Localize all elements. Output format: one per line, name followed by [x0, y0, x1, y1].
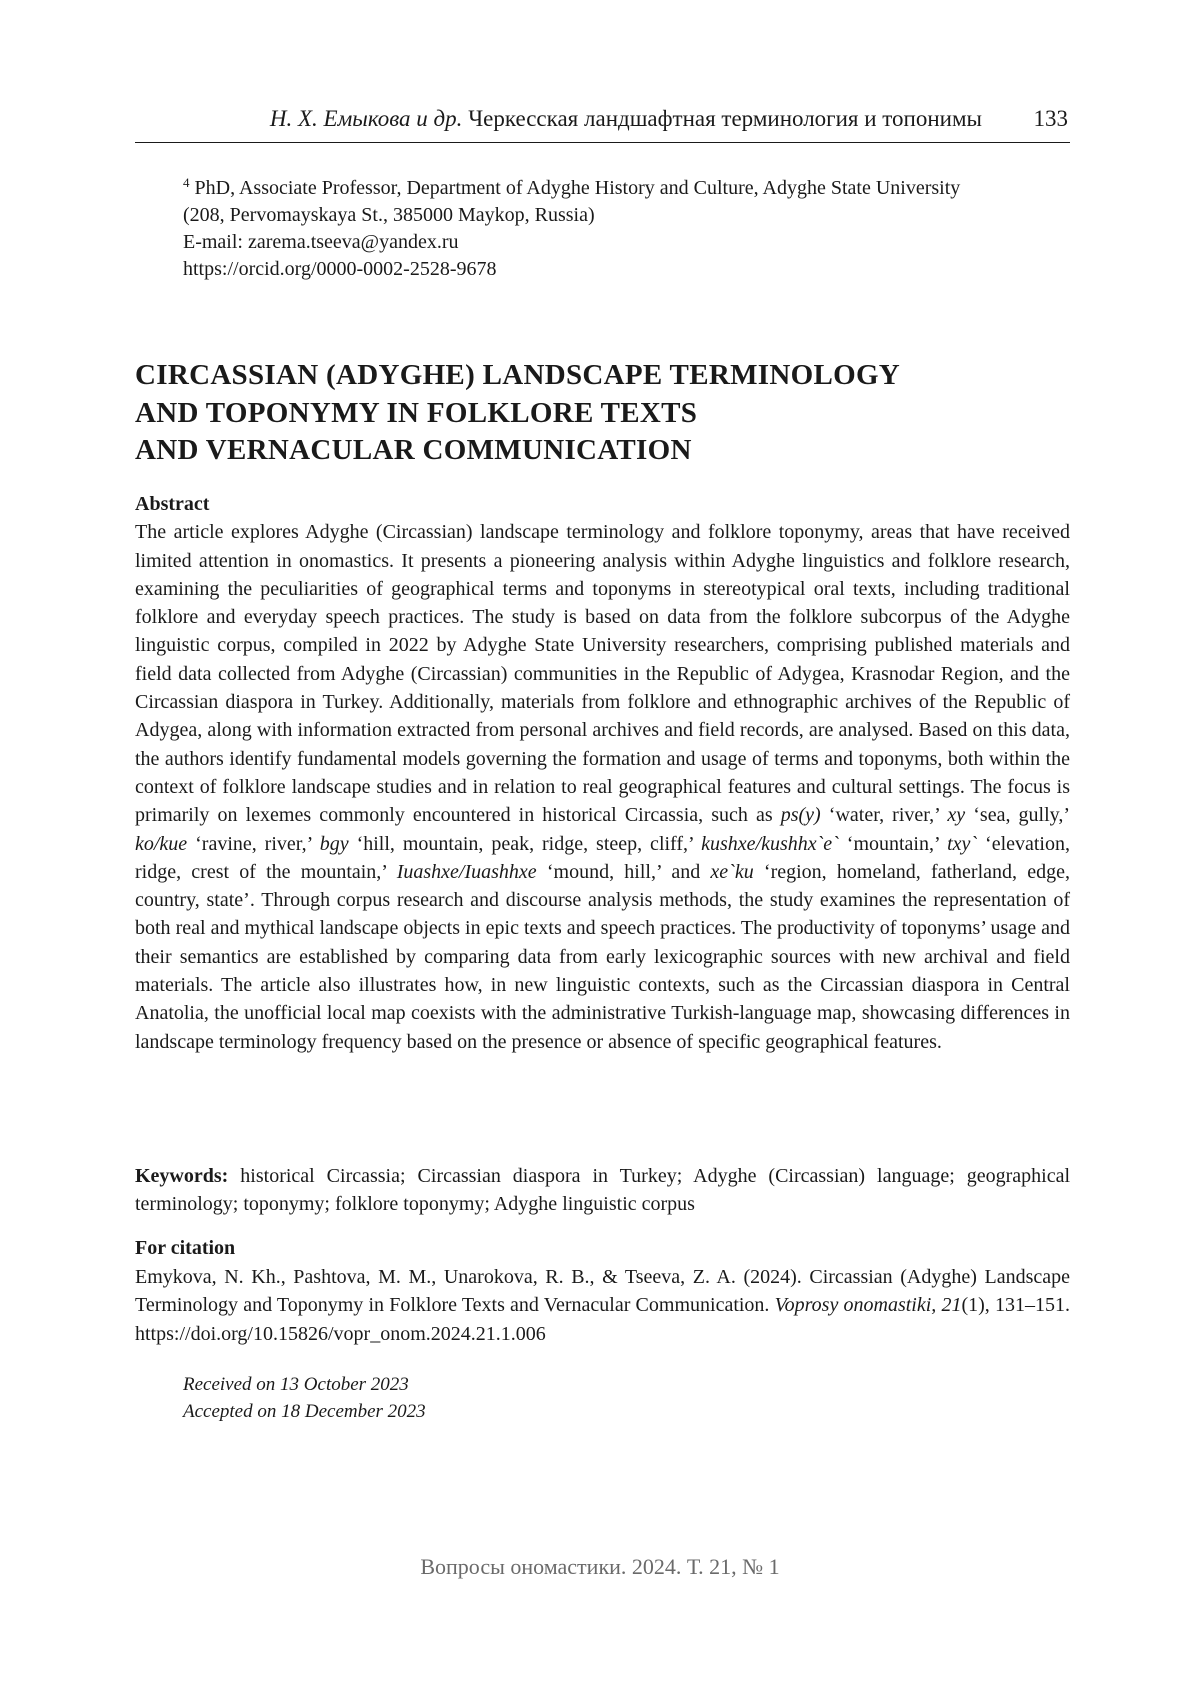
affiliation-email: E-mail: zarema.tseeva@yandex.ru: [183, 229, 1073, 256]
article-title-line-1: CIRCASSIAN (ADYGHE) LANDSCAPE TERMINOLOGY: [135, 357, 1070, 395]
term-xy: xy: [947, 804, 965, 826]
header-authors: Н. Х. Емыкова и др.: [270, 106, 463, 131]
citation-heading: For citation: [135, 1234, 1070, 1263]
running-header: [135, 104, 1070, 143]
keywords-label: Keywords:: [135, 1165, 228, 1187]
footer-journal-info: Вопросы ономастики. 2024. Т. 21, № 1: [0, 1554, 1200, 1580]
article-title-line-3: AND VERNACULAR COMMUNICATION: [135, 432, 1070, 470]
received-date: Received on 13 October 2023: [183, 1371, 426, 1398]
abstract-heading: Abstract: [135, 490, 1070, 518]
term-txy: txy`: [947, 833, 977, 855]
term-iuashxe: Iuashxe/Iuashhxe: [397, 861, 537, 883]
term-bgy: bgy: [320, 833, 349, 855]
abstract-text: The article explores Adyghe (Circassian) landscape terminology and folklore toponymy, areas that have received limited attention in onomastics. It presents a pioneering analysis within Adyghe linguistics and folklore research, examining the peculiarities of geographical terms and toponyms in stereotypical oral texts, including traditional folklore and everyday speech practices. The study is based on data from the folklore subcorpus of the Adyghe linguistic corpus, compiled in 2022 by Adyghe State University researchers, comprising published materials and field data collected from Adyghe (Circassian) communities in the Republic of Adygea, Krasnodar Region, and the Circassian diaspora in Turkey. Additionally, materials from folklore and ethnographic archives of the Republic of Adygea, along with information extracted from personal archives and field records, are analysed. Based on this data, the authors identify fundamental models governing the formation and usage of terms and toponyms, both within the context of folklore landscape studies and in relation to real geographical features and cultural settings. The focus is primarily on lexemes commonly encountered in historical Circassia, such as ps(y) ‘water, river,’ xy ‘sea, gully,’ ko/kue ‘ravine, river,’ bgy ‘hill, mountain, peak, ridge, steep, cliff,’ kushxe/kushhx`e` ‘mountain,’ txy` ‘elevation, ridge, crest of the mountain,’ Iuashxe/Iuashhxe ‘mound, hill,’ and xe`ku ‘region, homeland, fatherland, edge, country, state’. Through corpus research and discourse analysis methods, the study examines the representation of both real and mythical landscape objects in epic texts and speech practices. The productivity of toponyms’ usage and their semantics are established by comparing data from early lexicographic sources with new archival and field materials. The article also illustrates how, in new linguistic contexts, such as the Circassian diaspora in Central Anatolia, the unofficial local map coexists with the administrative Turkish-language map, showcasing differences in landscape terminology frequency based on the presence or absence of specific geographical features.: [135, 518, 1070, 1056]
term-kushxe: kushxe/kushhx`e`: [701, 833, 839, 855]
footnote-marker: 4: [183, 175, 190, 190]
abstract-section: [135, 490, 1070, 1056]
term-ko: ko/kue: [135, 833, 187, 855]
affiliation-line-1: 4 PhD, Associate Professor, Department of Adyghe History and Culture, Adyghe State University: [183, 175, 1073, 202]
page-number: 133: [1034, 104, 1069, 134]
affiliation-orcid: https://orcid.org/0000-0002-2528-9678: [183, 256, 1073, 283]
keywords-section: [135, 1162, 1070, 1218]
journal-page: [0, 0, 1200, 1694]
header-title: Черкесская ландшафтная терминология и топонимы: [468, 106, 982, 131]
keywords-text: historical Circassia; Circassian diaspora in Turkey; Adyghe (Circassian) language; geographical terminology; toponymy; folklore toponymy; Adyghe linguistic corpus: [135, 1165, 1070, 1215]
article-title: [135, 357, 1070, 470]
term-xeku: xe`ku: [710, 861, 753, 883]
running-header-title: [270, 104, 982, 134]
author-affiliation: [183, 175, 1073, 283]
citation-journal: Voprosy onomastiki, 21: [775, 1294, 962, 1316]
citation-text: Emykova, N. Kh., Pashtova, M. M., Unarokova, R. B., & Tseeva, Z. A. (2024). Circassian (Adyghe) Landscape Terminology and Toponymy in Folklore Texts and Vernacular Communication. Voprosy onomastiki, 21(1), 131–151. https://doi.org/10.15826/vopr_onom.2024.21.1.006: [135, 1263, 1070, 1349]
term-ps: ps(y): [781, 804, 821, 826]
article-dates: [183, 1371, 426, 1425]
accepted-date: Accepted on 18 December 2023: [183, 1398, 426, 1425]
citation-section: [135, 1234, 1070, 1348]
affiliation-line-2: (208, Pervomayskaya St., 385000 Maykop, Russia): [183, 202, 1073, 229]
article-title-line-2: AND TOPONYMY IN FOLKLORE TEXTS: [135, 395, 1070, 433]
